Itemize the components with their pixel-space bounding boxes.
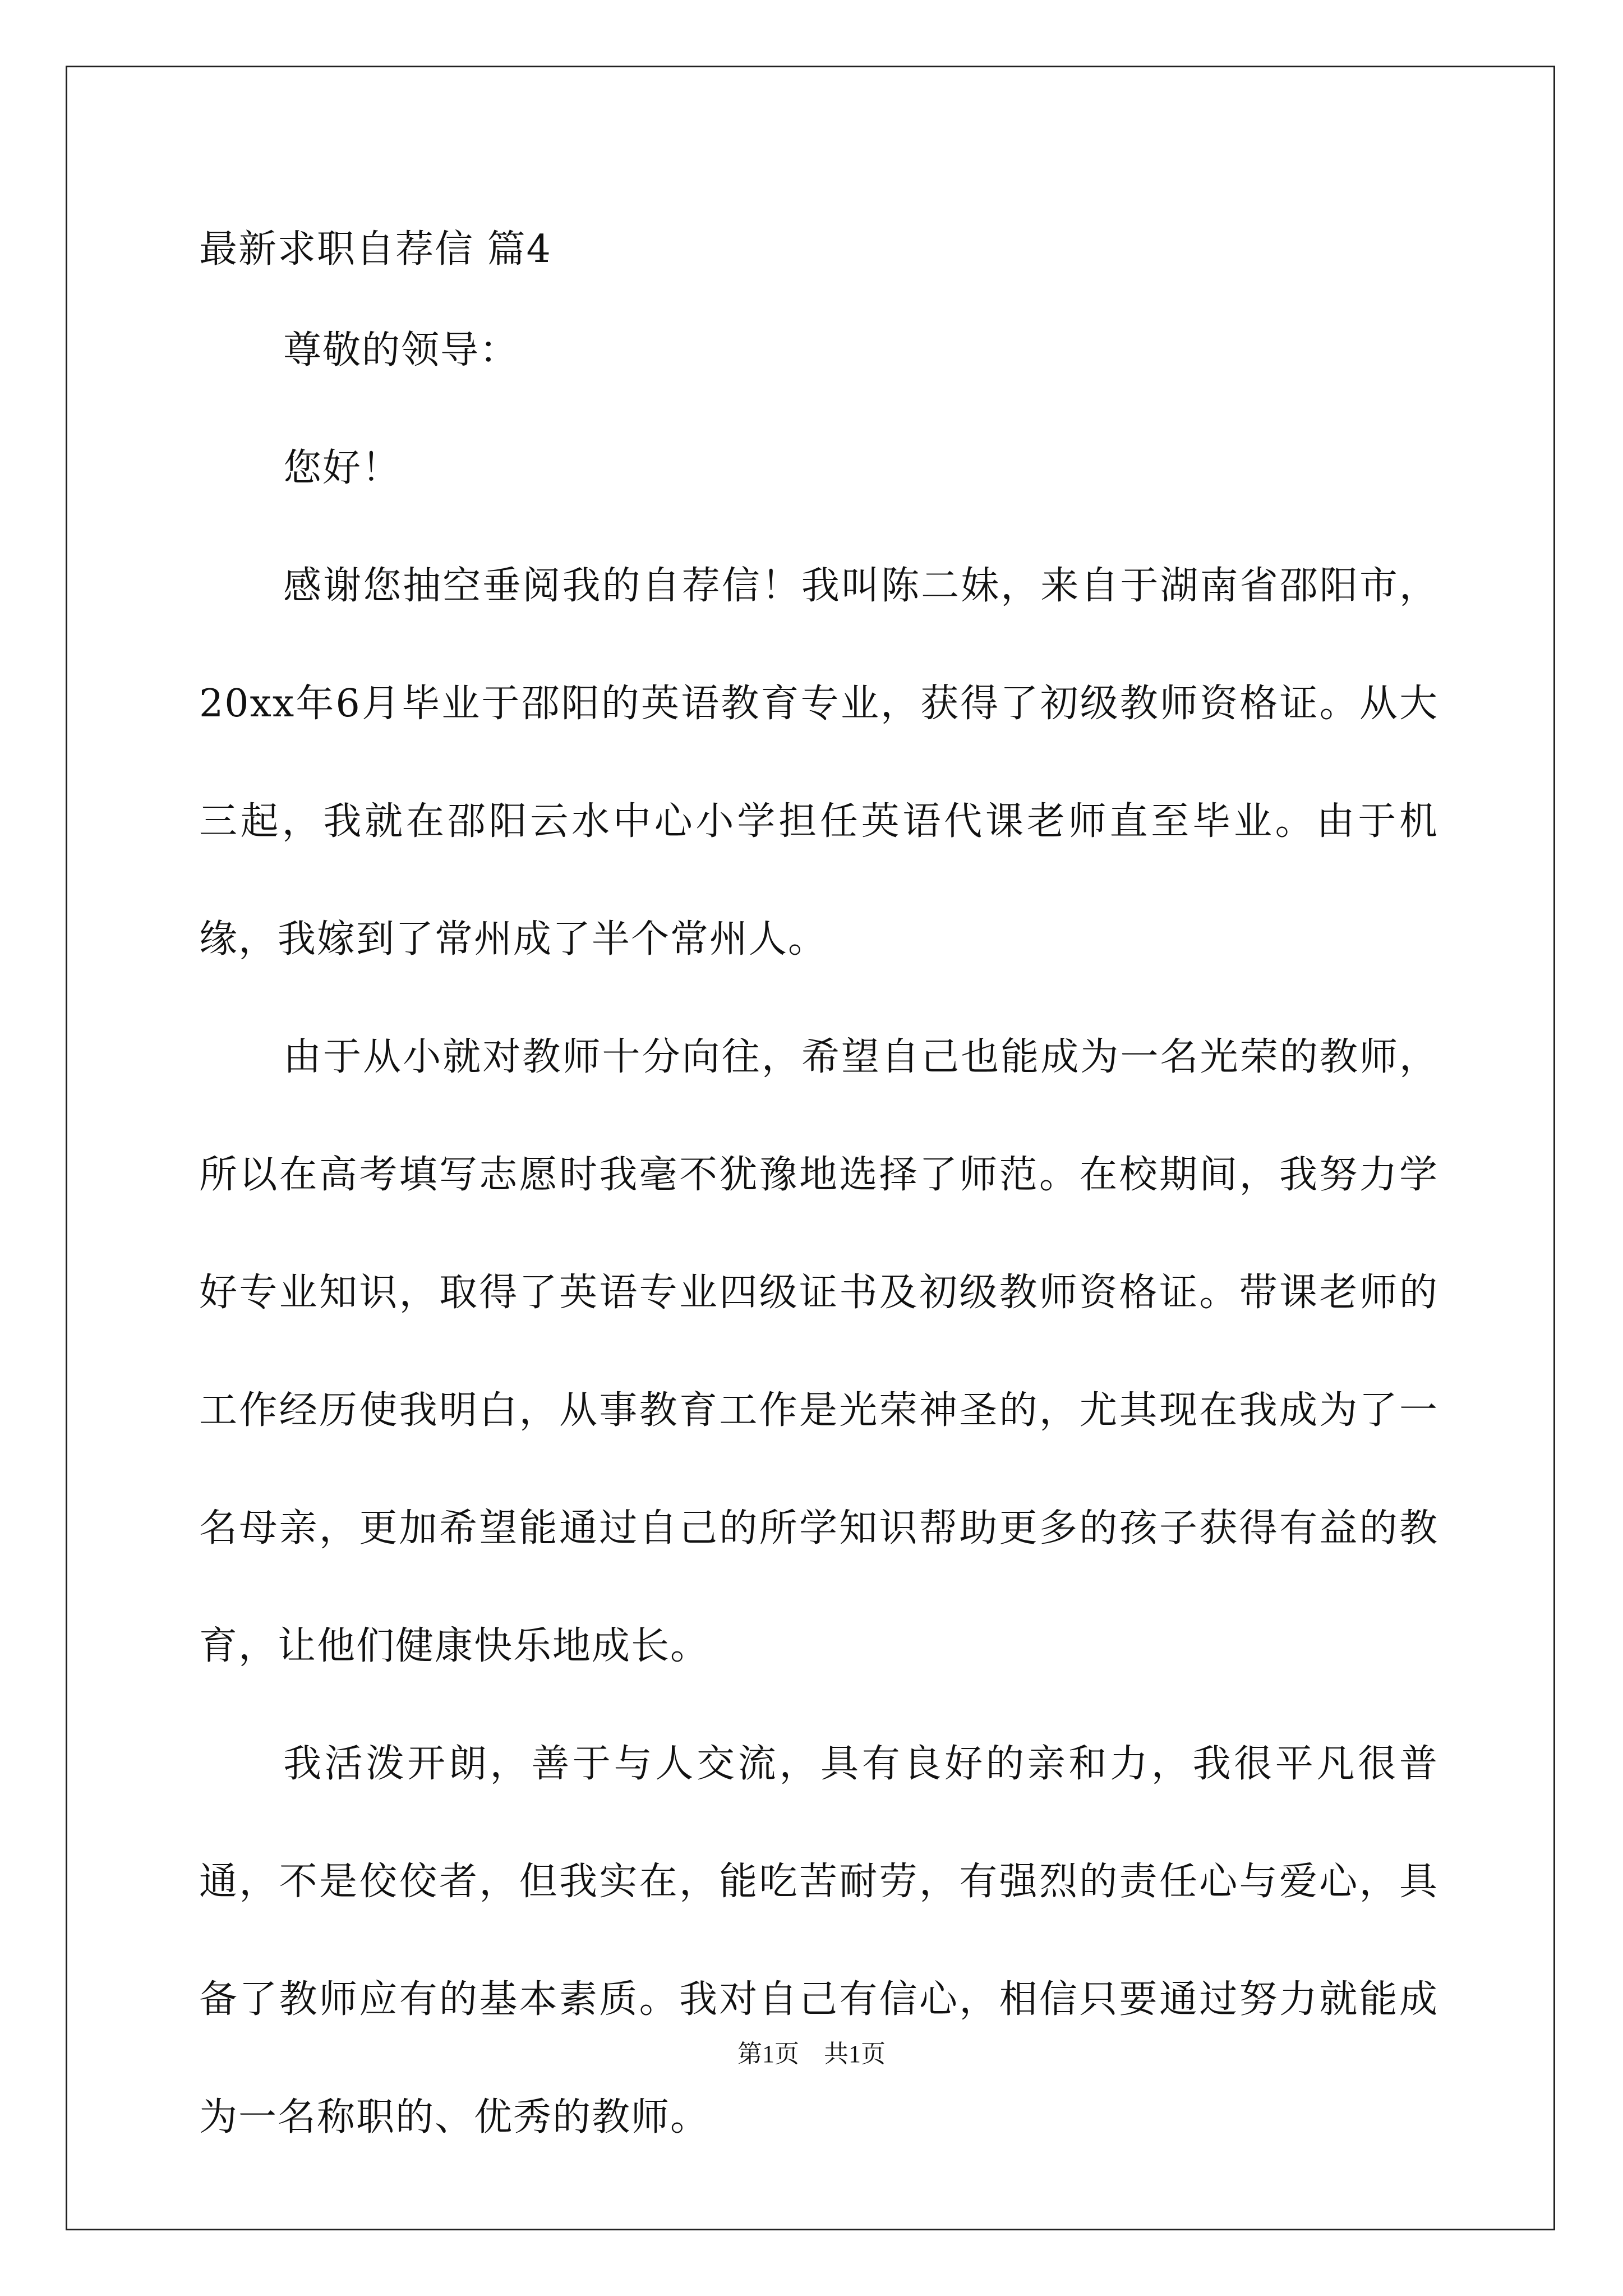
document-body [199,213,1438,2177]
paragraph: 感谢您抽空垂阅我的自荐信！我叫陈二妹，来自于湖南省邵阳市，20xx年6月毕业于邵阳的英语教育专业，获得了初级教师资格证。从大三起，我就在邵阳云水中心小学担任英语代课老师直至毕业。由于机缘，我嫁到了常州成了半个常州人。 [199,564,1438,961]
greeting: 您好！ [283,446,402,490]
paragraph: 我活泼开朗，善于与人交流，具有良好的亲和力，我很平凡很普通，不是佼佼者，但我实在，能吃苦耐劳，有强烈的责任心与爱心，具备了教师应有的基本素质。我对自己有信心，相信只要通过努力就能成为一名称职的、优秀的教师。 [199,1742,1438,2139]
paragraph: 由于从小就对教师十分向往，希望自己也能成为一名光荣的教师，所以在高考填写志愿时我毫不犹豫地选择了师范。在校期间，我努力学好专业知识，取得了英语专业四级证书及初级教师资格证。带课老师的工作经历使我明白，从事教育工作是光荣神圣的，尤其现在我成为了一名母亲，更加希望能通过自己的所学知识帮助更多的孩子获得有益的教育，让他们健康快乐地成长。 [199,1035,1438,1668]
page-footer: 第1页 共1页 [737,2040,886,2068]
document-title: 最新求职自荐信 篇4 [199,227,552,272]
salutation: 尊敬的领导： [283,328,519,372]
